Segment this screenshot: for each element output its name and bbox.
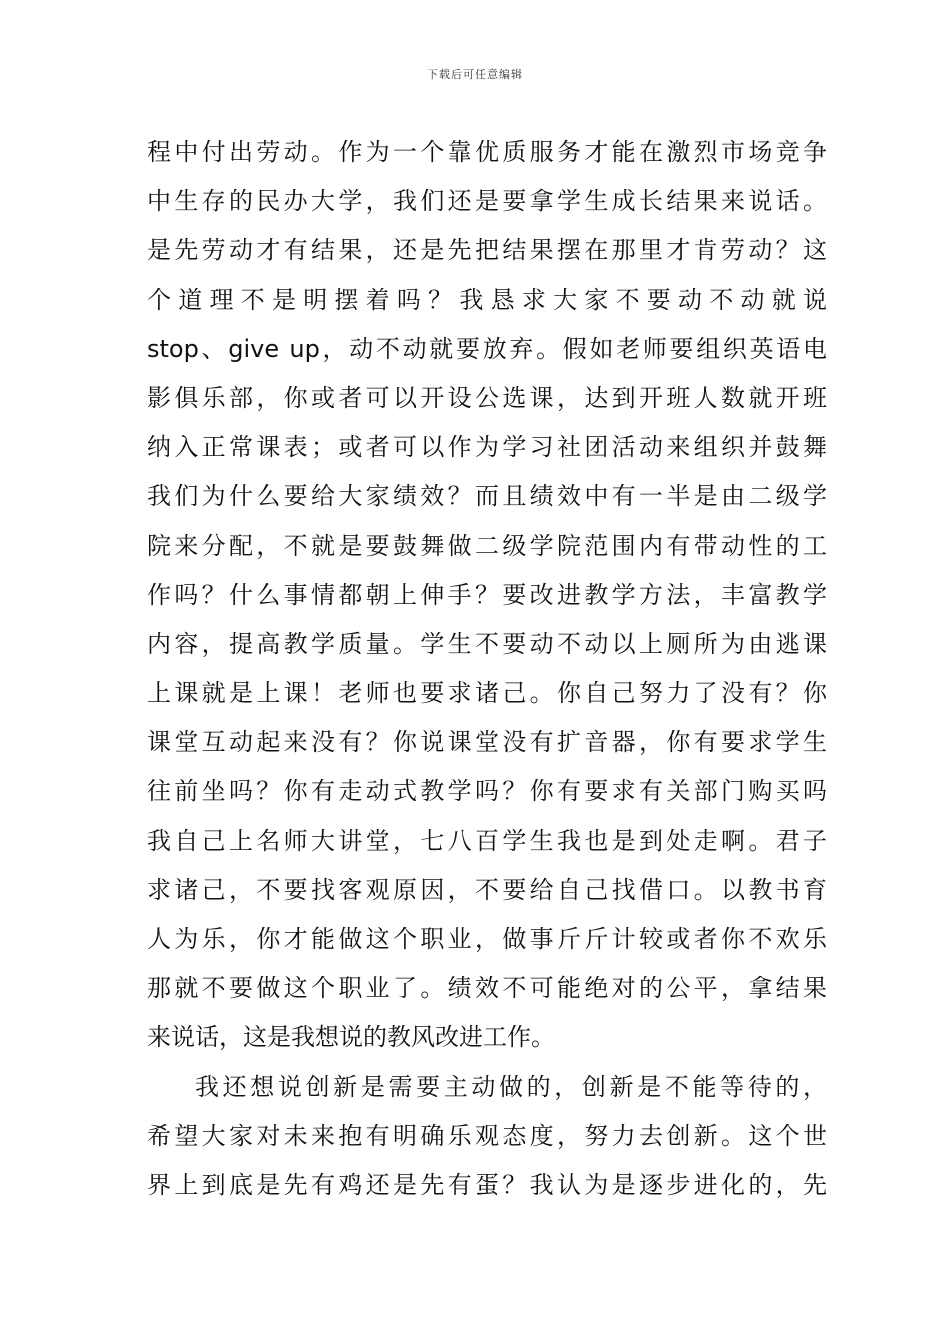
text-line: 往前坐吗？你有走动式教学吗？你有要求有关部门购买吗 [147,777,827,806]
text-line: 课堂互动起来没有？你说课堂没有扩音器，你有要求学生 [147,728,827,757]
text-line: 中生存的民办大学，我们还是要拿学生成长结果来说话。 [147,187,827,216]
text-line: 我还想说创新是需要主动做的，创新是不能等待的， [195,1072,827,1101]
text-line: 来说话，这是我想说的教风改进工作。 [147,1023,555,1052]
text-line: 那就不要做这个职业了。绩效不可能绝对的公平，拿结果 [147,974,827,1003]
text-line: 求诸己，不要找客观原因，不要给自己找借口。以教书育 [147,875,827,904]
text-line: 影俱乐部，你或者可以开设公选课，达到开班人数就开班 [147,383,827,412]
text-line: 希望大家对未来抱有明确乐观态度，努力去创新。这个世 [147,1121,827,1150]
text-line: 纳入正常课表；或者可以作为学习社团活动来组织并鼓舞 [147,433,827,462]
text-line: 界上到底是先有鸡还是先有蛋？我认为是逐步进化的，先 [147,1170,827,1199]
text-line: 程中付出劳动。作为一个靠优质服务才能在激烈市场竞争 [147,138,827,166]
text-line: 上课就是上课！老师也要求诸己。你自己努力了没有？你 [147,679,827,708]
text-line: 是先劳动才有结果，还是先把结果摆在那里才肯劳动？这 [147,236,827,265]
text-line: 我们为什么要给大家绩效？而且绩效中有一半是由二级学 [147,482,827,511]
text-line: 我自己上名师大讲堂，七八百学生我也是到处走啊。君子 [147,826,827,855]
text-line: 个道理不是明摆着吗？我恳求大家不要动不动就说 [147,285,827,314]
text-line: 内容，提高教学质量。学生不要动不动以上厕所为由逃课 [147,629,827,658]
document-body [147,128,827,1210]
text-line: 院来分配，不就是要鼓舞做二级学院范围内有带动性的工 [147,531,827,560]
text-line: stop、give up，动不动就要放弃。假如老师要组织英语电 [147,334,827,363]
text-line: 作吗？什么事情都朝上伸手？要改进教学方法，丰富教学 [147,580,827,609]
text-line: 人为乐，你才能做这个职业，做事斤斤计较或者你不欢乐 [147,925,827,953]
page-header: 下载后可任意编辑 [427,68,523,81]
